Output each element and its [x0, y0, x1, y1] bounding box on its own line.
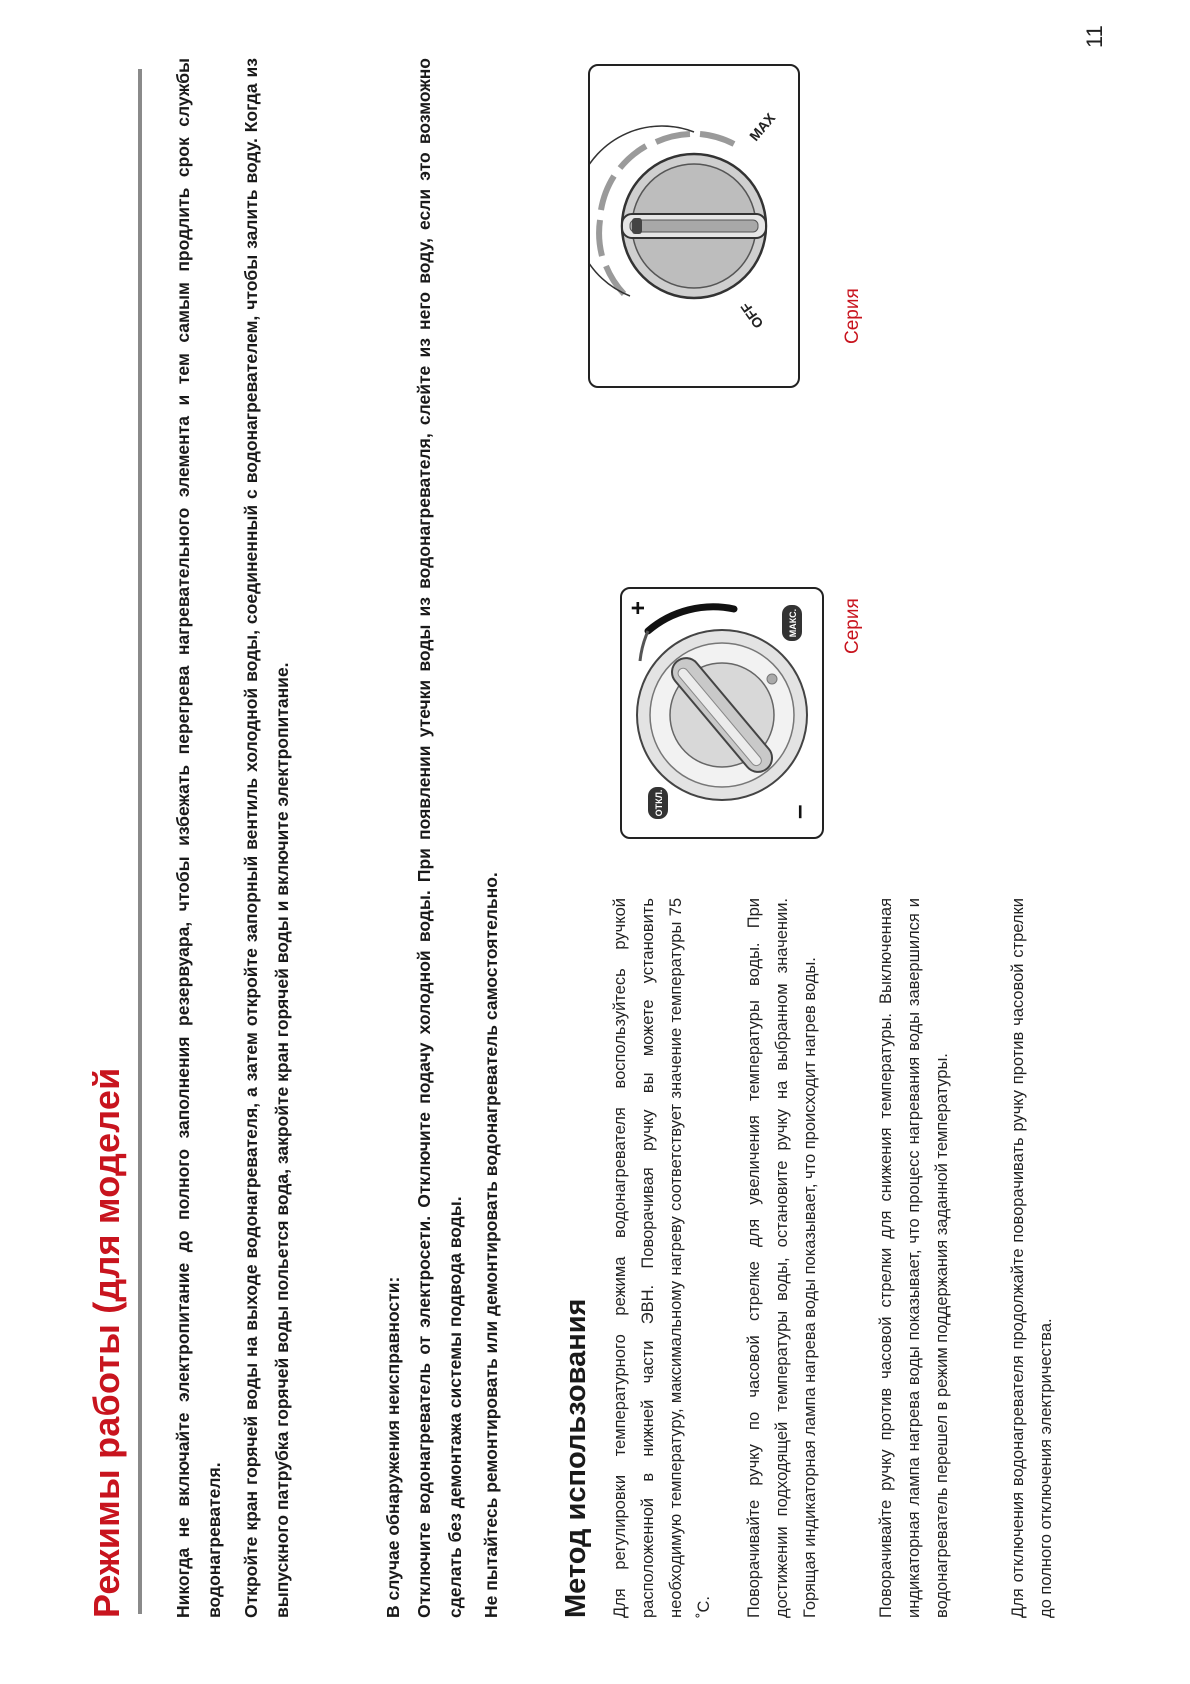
figure-2-caption: Серия — [842, 288, 863, 344]
paragraph-1 — [606, 898, 718, 1618]
warning-text: Не пытайтесь ремонтировать или демонтировать водонагреватель самостоятельно. — [481, 872, 501, 1618]
warning-text: Откройте кран горячей воды на выходе водонагревателя, а затем откройте запорный вентиль холодной воды, соединенный с водонагревателем, чтобы залить воду. Когда из выпускного патрубка горячей воды польется вода, закройте кран горячей воды и включите электропитание. — [241, 58, 292, 1618]
knob-figure-2 — [588, 64, 800, 388]
paragraph-text: Для регулировки температурного режима водонагревателя воспользуйтесь ручкой расположенной в нижней части ЭВН. Поворачивая ручку вы можете установить необходимую температуру, максимальному нагреву соответствует значение температуры 75 ˚С. — [611, 898, 713, 1618]
temperature-knob-illustration-1 — [622, 589, 822, 837]
minus-label: – — [783, 804, 813, 819]
fault-heading: В случае обнаружения неисправности: — [383, 1276, 403, 1618]
off-label: OFF — [737, 299, 767, 332]
paragraph-text: Для отключения водонагревателя продолжайте поворачивать ручку против часовой стрелки до полного отключения электричества. — [1009, 898, 1055, 1618]
off-label: ОТКЛ. — [654, 789, 664, 817]
warning-block-4 — [476, 58, 507, 1618]
figure-1-caption: Серия — [842, 598, 863, 654]
paragraph-3 — [872, 898, 956, 1618]
page-title: Режимы работы (для моделей — [86, 1067, 127, 1618]
max-label: МАКС. — [788, 608, 798, 638]
warning-block-2 — [236, 58, 298, 1618]
paragraph-4 — [1004, 898, 1060, 1618]
paragraph-2 — [740, 898, 824, 1618]
plus-label: + — [625, 600, 652, 615]
warning-block-3 — [378, 58, 471, 1618]
section-heading: Метод использования — [560, 1298, 592, 1618]
page-number: 11 — [1082, 25, 1107, 48]
max-label: MAX — [746, 109, 779, 144]
title-rule — [138, 69, 142, 1614]
paragraph-text: Поворачивайте ручку по часовой стрелке для увеличения температуры воды. При достижении подходящей температуры воды, остановите ручку на выбранном значении. Горящая индикаторная лампа нагрева воды показывает, что происходит нагрев воды. — [745, 898, 819, 1618]
paragraph-text: Поворачивайте ручку против часовой стрелки для снижения температуры. Выключенная индикаторная лампа нагрева воды показывает, что процесс нагревания воды завершился и водонагреватель перешел в режим поддержания заданной температуры. — [877, 898, 951, 1618]
warning-text: Отключите водонагреватель от электросети. Отключите подачу холодной воды. При появлении утечки воды из водонагревателя, слейте из него воду, если это возможно сделать без демонтажа системы подвода воды. — [414, 58, 465, 1618]
knob-figure-1 — [620, 587, 824, 839]
warning-text: Никогда не включайте электропитание до полного заполнения резервуара, чтобы избежать перегрева нагревательного элемента и тем самым продлить срок службы водонагревателя. — [173, 58, 224, 1618]
warning-block-1 — [168, 58, 230, 1618]
temperature-knob-illustration-2 — [590, 66, 798, 386]
